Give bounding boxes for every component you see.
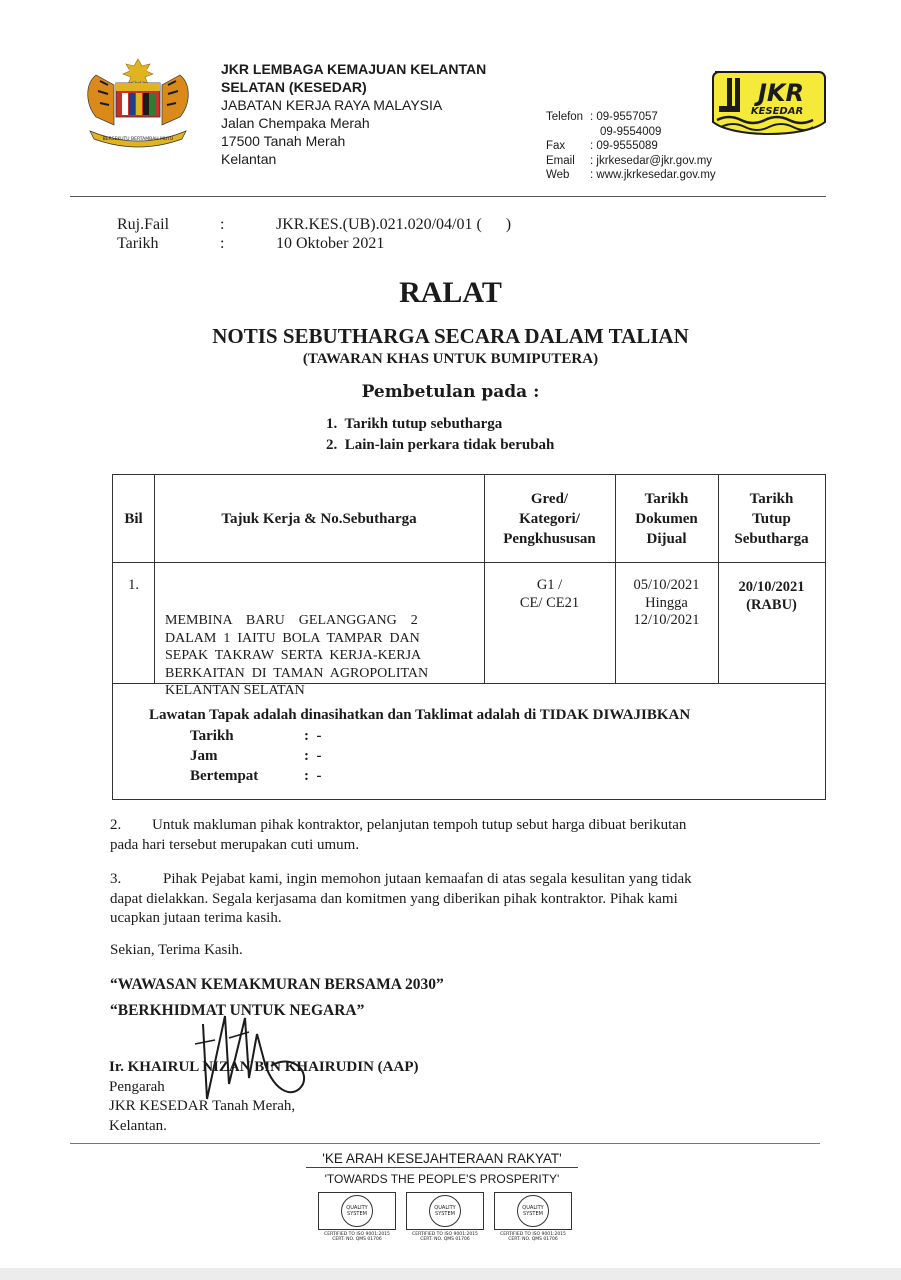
paragraph-number: 3. (110, 871, 122, 887)
footer-motto-english: 'TOWARDS THE PEOPLE'S PROSPERITY' (324, 1172, 560, 1186)
contact-value: 09-9554009 (600, 125, 662, 138)
contact-value: : jkrkesedar@jkr.gov.my (590, 154, 713, 167)
contact-label: Fax (546, 140, 566, 152)
correction-item: 2. Lain-lain perkara tidak berubah (326, 437, 555, 453)
header-divider (70, 196, 826, 197)
scan-edge (0, 1268, 901, 1280)
jkr-kesedar-logo (705, 68, 829, 140)
contact-label: Telefon (546, 111, 584, 123)
paragraph-number: 2. (110, 817, 122, 833)
correction-heading: Pembetulan pada : (361, 382, 540, 402)
cell-tarikh-tutup: 20/10/2021 (RABU) (738, 579, 805, 613)
malaysia-coat-of-arms-icon (76, 55, 200, 150)
site-visit-heading: Lawatan Tapak adalah dinasihatkan dan Taklimat adalah di TIDAK DIWAJIBKAN (149, 707, 691, 723)
signatory-title: Pengarah (109, 1078, 165, 1095)
header-tarikh-tutup: Tarikh Tutup Sebutharga (734, 491, 809, 547)
address-line: Kelantan (221, 151, 277, 167)
slogan-line: “BERKHIDMAT UNTUK NEGARA” (110, 1002, 365, 1019)
closing-line: Sekian, Terima Kasih. (110, 942, 243, 958)
notice-title: NOTIS SEBUTHARGA SECARA DALAM TALIAN (212, 324, 689, 348)
site-visit-details: Tarikh : - Jam : - Bertempat : - (190, 728, 322, 784)
correction-list (326, 414, 554, 456)
contact-label (546, 125, 590, 140)
address-line: Jalan Chempaka Merah (221, 115, 370, 131)
certification-badges (318, 1192, 572, 1242)
date-label: Tarikh (117, 235, 159, 252)
file-ref-label: Ruj.Fail (117, 216, 170, 233)
header-tarikh-dijual: Tarikh Dokumen Dijual (635, 491, 698, 547)
header-bil: Bil (124, 511, 143, 527)
header-tajuk: Tajuk Kerja & No.Sebutharga (221, 511, 417, 527)
footer-motto: 'KE ARAH KESEJAHTERAAN RAKYAT' (306, 1151, 578, 1168)
crest-motto: BERSEKUTU BERTAMBAH MUTU (102, 137, 174, 142)
separator-colon: : (220, 235, 225, 252)
org-name-line1: JKR LEMBAGA KEMAJUAN KELANTAN (221, 61, 487, 77)
signatory-name: Ir. KHAIRUL NIZAN BIN KHAIRUDIN (AAP) (109, 1059, 419, 1075)
contact-label: Web (546, 169, 570, 181)
header-gred: Gred/ Kategori/ Pengkhususan (503, 491, 596, 547)
cell-gred: G1 / CE/ CE21 (519, 577, 580, 611)
logo-main-text: JKR (757, 79, 805, 107)
quality-seal-icon: QUALITY SYSTEM (341, 1195, 373, 1227)
separator-colon: : (220, 216, 225, 233)
cell-tarikh-dijual: 05/10/2021 Hingga 12/10/2021 (633, 577, 700, 628)
contact-details (546, 110, 716, 183)
org-name-line2: SELATAN (KESEDAR) (221, 79, 367, 95)
quality-seal-icon: QUALITY SYSTEM (517, 1195, 549, 1227)
notice-subtitle: (TAWARAN KHAS UNTUK BUMIPUTERA) (302, 351, 599, 367)
contact-value: : 09-9557057 (590, 111, 658, 123)
signatory-block (109, 1058, 418, 1136)
date-value: 10 Oktober 2021 (276, 235, 385, 252)
contact-value: : 09-9555089 (590, 140, 658, 152)
file-ref-value: JKR.KES.(UB).021.020/04/01 ( ) (276, 216, 512, 233)
signatory-state: Kelantan. (109, 1117, 167, 1134)
address-line: 17500 Tanah Merah (221, 133, 346, 149)
contact-label: Email (546, 154, 575, 167)
quality-seal-icon: QUALITY SYSTEM (429, 1195, 461, 1227)
reference-block (117, 215, 511, 253)
footer-divider (70, 1143, 820, 1144)
iso-badge: QUALITY SYSTEM CERTIFIED TO ISO 9001:2015 CERT. NO. QMS 01706 (318, 1192, 396, 1242)
cell-bil: 1. (128, 577, 139, 593)
cell-tajuk: MEMBINA BARU GELANGGANG 2 DALAM 1 IAITU BOLA TAMPAR DAN SEPAK TAKRAW SERTA KERJA-KERJA BERKAITAN DI TAMAN AGROPOLITAN KELANTAN SELATAN (165, 613, 429, 698)
iso-badge: QUALITY SYSTEM CERTIFIED TO ISO 9001:2015 CERT. NO. QMS 01706 (494, 1192, 572, 1242)
paragraph-2: 2. Untuk makluman pihak kontraktor, pelanjutan tempoh tutup sebut harga dibuat berikutan pada hari tersebut merupakan cuti umum. (110, 817, 687, 853)
signatory-office: JKR KESEDAR Tanah Merah, (109, 1098, 296, 1114)
contact-value: : www.jkrkesedar.gov.my (590, 169, 716, 181)
slogan-line: “WAWASAN KEMAKMURAN BERSAMA 2030” (110, 976, 444, 993)
paragraph-3: 3. Pihak Pejabat kami, ingin memohon jutaan kemaafan di atas segala kesulitan yang tidak dapat dielakkan. Segala kerjasama dan komitmen yang diberikan pihak kontraktor. Pihak kami ucapkan jutaan terima kasih. (110, 871, 692, 926)
department-name: JABATAN KERJA RAYA MALAYSIA (221, 97, 443, 113)
organization-block (221, 60, 486, 168)
iso-badge: QUALITY SYSTEM CERTIFIED TO ISO 9001:2015 CERT. NO. QMS 01706 (406, 1192, 484, 1242)
correction-item: 1. Tarikh tutup sebutharga (326, 416, 503, 432)
logo-sub-text: KESEDAR (750, 106, 804, 117)
tender-table (112, 474, 826, 800)
document-title: RALAT (399, 276, 502, 309)
